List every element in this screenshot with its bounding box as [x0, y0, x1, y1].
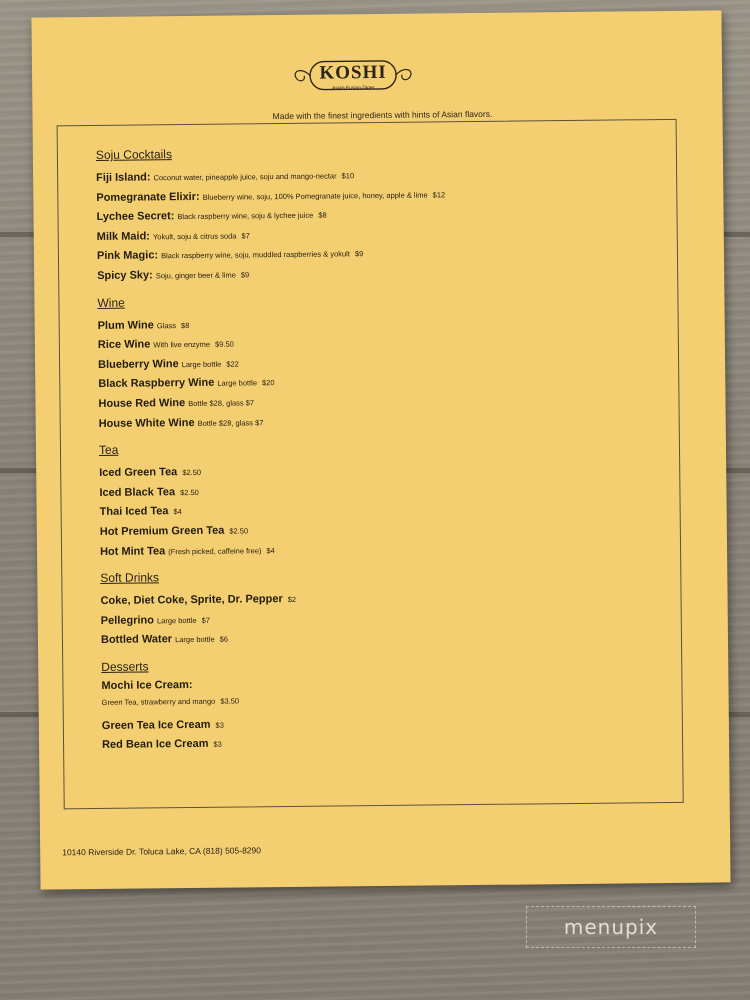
item-name: House White Wine [98, 416, 195, 430]
item-name: Rice Wine [97, 338, 151, 352]
menu-section [101, 654, 662, 755]
item-description: Coconut water, pineapple juice, soju and mango-nectar [153, 171, 337, 183]
item-price: $6 [219, 634, 229, 644]
item-description: With live enzyme [153, 339, 211, 350]
item-description: Large bottle [217, 378, 258, 389]
menu-paper [31, 10, 730, 889]
item-price: $20 [261, 378, 275, 388]
menu-list [96, 142, 662, 765]
item-description: Large bottle [175, 635, 215, 645]
item-name: Iced Green Tea [99, 466, 178, 480]
item-name: Hot Mint Tea [99, 544, 166, 558]
menu-item [101, 674, 661, 710]
item-price: $8 [180, 320, 190, 330]
item-description: Bottle $28, glass $7 [197, 417, 264, 428]
item-price: $7 [241, 231, 250, 241]
item-price: $7 [201, 615, 210, 625]
item-name: Plum Wine [97, 318, 154, 332]
item-price: $9 [354, 249, 364, 259]
item-name: Mochi Ice Cream: [101, 678, 193, 692]
brand-name: KOSHI [319, 61, 387, 84]
item-description: Green Tea, strawberry and mango [101, 696, 216, 707]
item-name: Blueberry Wine [98, 357, 179, 371]
item-name: Fiji Island: [96, 171, 151, 184]
item-price: $2.50 [229, 526, 249, 536]
item-price: $3 [215, 720, 224, 730]
item-name: Black Raspberry Wine [98, 377, 215, 391]
item-name: Red Bean Ice Cream [102, 738, 209, 752]
item-name: Lychee Secret: [96, 210, 175, 224]
item-price: $10 [341, 171, 355, 181]
menu-section [100, 565, 661, 650]
item-price: $9 [240, 270, 250, 280]
section-title: Tea [98, 442, 119, 458]
item-price: $4 [173, 507, 182, 517]
section-title: Wine [97, 295, 125, 310]
item-description: Bottle $28, glass $7 [188, 398, 255, 408]
item-price: $22 [226, 359, 239, 369]
item-price: $2 [287, 594, 297, 605]
watermark: menupix [526, 906, 696, 948]
item-name: Pomegranate Elixir: [96, 190, 200, 204]
section-title: Desserts [101, 659, 149, 674]
koshi-logo [290, 58, 416, 93]
item-price: $3 [213, 740, 222, 750]
tagline: Made with the finest ingredients with hints of Asian flavors. [272, 108, 493, 122]
item-price: $2.50 [182, 468, 202, 478]
restaurant-address: 10140 Riverside Dr. Toluca Lake, CA (818) 505-8290 [62, 845, 262, 858]
item-name: Coke, Diet Coke, Sprite, Dr. Pepper [100, 593, 283, 608]
menu-frame [57, 119, 684, 809]
item-name: Iced Black Tea [99, 485, 176, 499]
menu-section [96, 142, 657, 285]
section-title: Soft Drinks [100, 570, 160, 586]
brand-subtitle: Asian Fusion Diner [332, 85, 375, 92]
item-price: $4 [266, 545, 275, 555]
item-description: Large bottle [156, 615, 197, 626]
item-name: House Red Wine [98, 396, 186, 410]
item-name: Pink Magic: [96, 249, 159, 263]
menu-section [97, 290, 658, 433]
item-name: Spicy Sky: [97, 269, 153, 282]
item-price: $2.50 [180, 487, 199, 497]
section-title: Soju Cocktails [95, 147, 172, 162]
item-description: Black raspberry wine, soju & lychee juice [177, 210, 314, 222]
item-price: $3.50 [220, 696, 240, 706]
item-name: Hot Premium Green Tea [99, 524, 225, 538]
item-description: (Fresh picked, caffeine free) [168, 545, 262, 556]
item-name: Green Tea Ice Cream [101, 718, 211, 732]
menu-section [99, 437, 660, 561]
item-description: Blueberry wine, soju, 100% Pomegranate juice, honey, apple & lime [202, 190, 428, 202]
item-price: $8 [318, 210, 327, 220]
item-name: Pellegrino [100, 614, 155, 627]
item-name: Bottled Water [100, 633, 173, 647]
item-description: Yokult, soju & citrus soda [152, 231, 237, 242]
item-description: Large bottle [181, 359, 222, 369]
item-price: $12 [432, 189, 446, 200]
item-name: Milk Maid: [96, 230, 150, 243]
item-price: $9.50 [215, 339, 234, 349]
item-description: Black raspberry wine, soju, muddled raspberries & yokult [161, 249, 350, 261]
item-description: Soju, ginger beer & lime [155, 270, 236, 281]
item-name: Thai Iced Tea [99, 505, 169, 519]
item-description: Glass [156, 320, 177, 330]
